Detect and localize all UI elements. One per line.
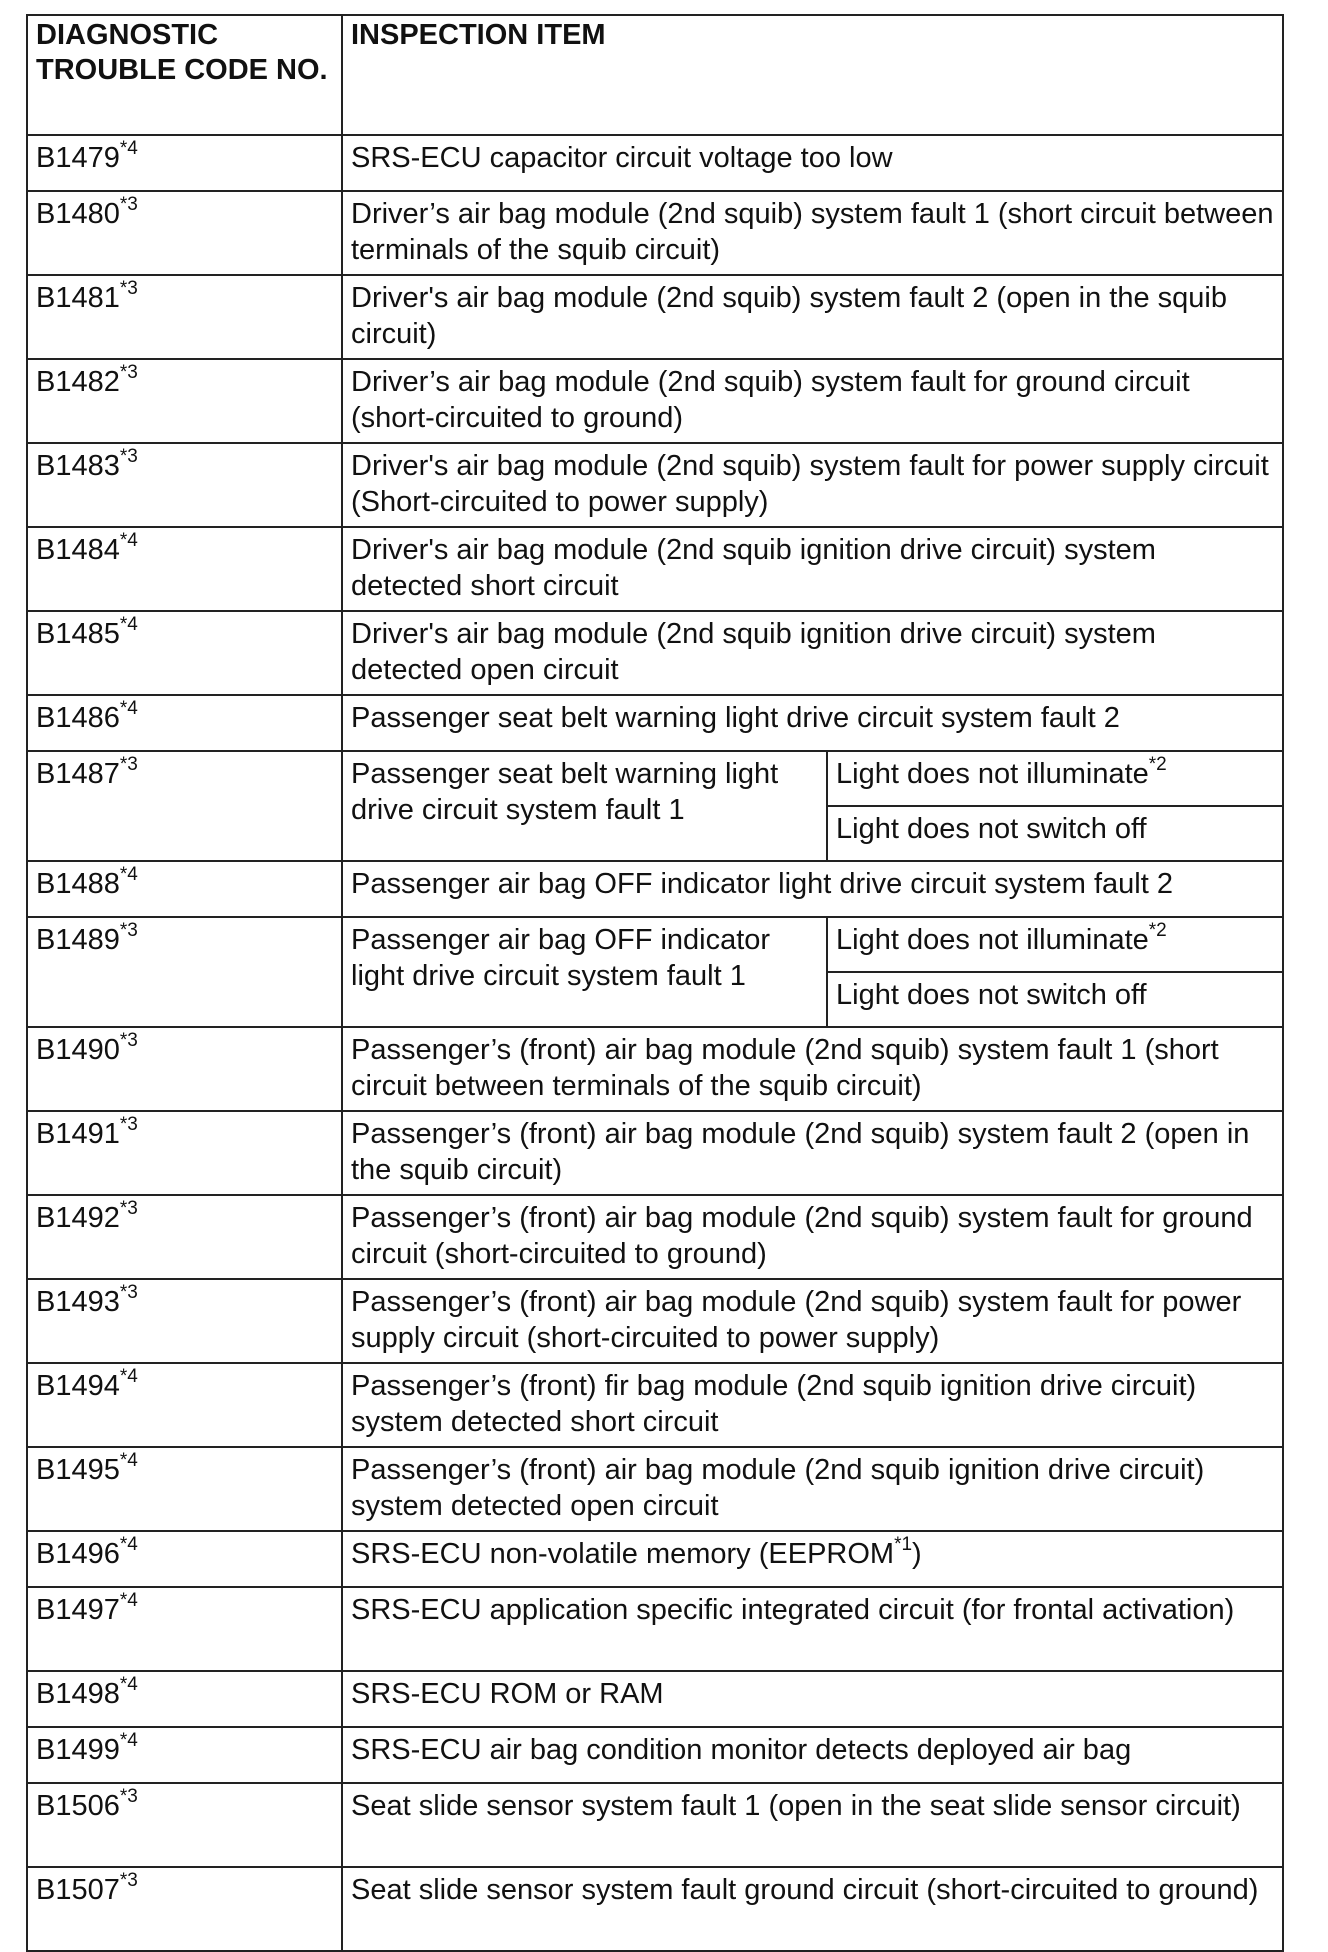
item-cell: Passenger air bag OFF indicator light drive circuit system fault 2 [342, 861, 1283, 917]
code-cell: B1484$^{*4}$ [27, 527, 342, 611]
item-cell: SRS-ECU ROM or RAM [342, 1671, 1283, 1727]
item-cell: Seat slide sensor system fault ground circuit (short-circuited to ground) [342, 1867, 1283, 1951]
code-cell: B1494$^{*4}$ [27, 1363, 342, 1447]
code-cell: B1490$^{*3}$ [27, 1027, 342, 1111]
item-cell: Driver's air bag module (2nd squib ignition drive circuit) system detected short circuit [342, 527, 1283, 611]
item-cell: Passenger’s (front) air bag module (2nd squib) system fault 2 (open in the squib circuit) [342, 1111, 1283, 1195]
table-row [27, 1195, 1283, 1279]
table-row [27, 751, 1283, 806]
code-cell: B1480$^{*3}$ [27, 191, 342, 275]
item-cell: Passenger seat belt warning light drive circuit system fault 1 [342, 751, 827, 861]
item-cell: Driver's air bag module (2nd squib) system fault for power supply circuit (Short-circuited to power supply) [342, 443, 1283, 527]
table-row [27, 1727, 1283, 1783]
code-cell: B1491$^{*3}$ [27, 1111, 342, 1195]
table-row [27, 443, 1283, 527]
code-cell: B1481$^{*3}$ [27, 275, 342, 359]
header-code: DIAGNOSTIC TROUBLE CODE NO. [27, 15, 342, 135]
table-row [27, 1111, 1283, 1195]
item-cell: Passenger’s (front) air bag module (2nd squib) system fault for ground circuit (short-circuited to ground) [342, 1195, 1283, 1279]
table-row [27, 135, 1283, 191]
item-cell: Driver’s air bag module (2nd squib) system fault for ground circuit (short-circuited to ground) [342, 359, 1283, 443]
sub-condition-cell: Light does not illuminate$^{*2}$ [827, 917, 1283, 972]
code-cell: B1495$^{*4}$ [27, 1447, 342, 1531]
item-cell: Passenger’s (front) air bag module (2nd squib ignition drive circuit) system detected open circuit [342, 1447, 1283, 1531]
code-cell: B1489$^{*3}$ [27, 917, 342, 1027]
table-row [27, 191, 1283, 275]
item-cell: SRS-ECU capacitor circuit voltage too low [342, 135, 1283, 191]
code-cell: B1482$^{*3}$ [27, 359, 342, 443]
table-header-row [27, 15, 1283, 135]
item-cell: Seat slide sensor system fault 1 (open in the seat slide sensor circuit) [342, 1783, 1283, 1867]
table-row [27, 861, 1283, 917]
table-row [27, 611, 1283, 695]
table-row [27, 1447, 1283, 1531]
table-row [27, 1279, 1283, 1363]
code-cell: B1493$^{*3}$ [27, 1279, 342, 1363]
code-cell: B1507$^{*3}$ [27, 1867, 342, 1951]
table-row [27, 275, 1283, 359]
table-row [27, 359, 1283, 443]
table-row [27, 695, 1283, 751]
code-cell: B1486$^{*4}$ [27, 695, 342, 751]
code-cell: B1492$^{*3}$ [27, 1195, 342, 1279]
item-cell: Passenger’s (front) air bag module (2nd squib) system fault 1 (short circuit between terminals of the squib circuit) [342, 1027, 1283, 1111]
item-cell: SRS-ECU non-volatile memory (EEPROM$^{*1}$) [342, 1531, 1283, 1587]
table-row [27, 1027, 1283, 1111]
dtc-table [26, 14, 1284, 1952]
table-row [27, 1783, 1283, 1867]
code-cell: B1488$^{*4}$ [27, 861, 342, 917]
item-cell: Passenger’s (front) air bag module (2nd squib) system fault for power supply circuit (short-circuited to power supply) [342, 1279, 1283, 1363]
sub-condition-cell: Light does not switch off [827, 972, 1283, 1027]
code-cell: B1496$^{*4}$ [27, 1531, 342, 1587]
code-cell: B1497$^{*4}$ [27, 1587, 342, 1671]
code-cell: B1485$^{*4}$ [27, 611, 342, 695]
item-cell: Driver's air bag module (2nd squib) system fault 2 (open in the squib circuit) [342, 275, 1283, 359]
item-cell: Driver's air bag module (2nd squib ignition drive circuit) system detected open circuit [342, 611, 1283, 695]
code-cell: B1499$^{*4}$ [27, 1727, 342, 1783]
table-row [27, 917, 1283, 972]
code-cell: B1479$^{*4}$ [27, 135, 342, 191]
sub-condition-cell: Light does not switch off [827, 806, 1283, 861]
code-cell: B1506$^{*3}$ [27, 1783, 342, 1867]
header-item: INSPECTION ITEM [342, 15, 1283, 135]
item-cell: Passenger seat belt warning light drive circuit system fault 2 [342, 695, 1283, 751]
code-cell: B1487$^{*3}$ [27, 751, 342, 861]
table-row [27, 1363, 1283, 1447]
table-row [27, 1867, 1283, 1951]
item-cell: Driver’s air bag module (2nd squib) system fault 1 (short circuit between terminals of the squib circuit) [342, 191, 1283, 275]
item-cell: Passenger’s (front) fir bag module (2nd squib ignition drive circuit) system detected short circuit [342, 1363, 1283, 1447]
table-row [27, 1587, 1283, 1671]
item-cell: Passenger air bag OFF indicator light drive circuit system fault 1 [342, 917, 827, 1027]
table-row [27, 1671, 1283, 1727]
item-cell: SRS-ECU air bag condition monitor detects deployed air bag [342, 1727, 1283, 1783]
table-row [27, 1531, 1283, 1587]
item-cell: SRS-ECU application specific integrated circuit (for frontal activation) [342, 1587, 1283, 1671]
code-cell: B1498$^{*4}$ [27, 1671, 342, 1727]
sub-condition-cell: Light does not illuminate$^{*2}$ [827, 751, 1283, 806]
table-row [27, 527, 1283, 611]
code-cell: B1483$^{*3}$ [27, 443, 342, 527]
